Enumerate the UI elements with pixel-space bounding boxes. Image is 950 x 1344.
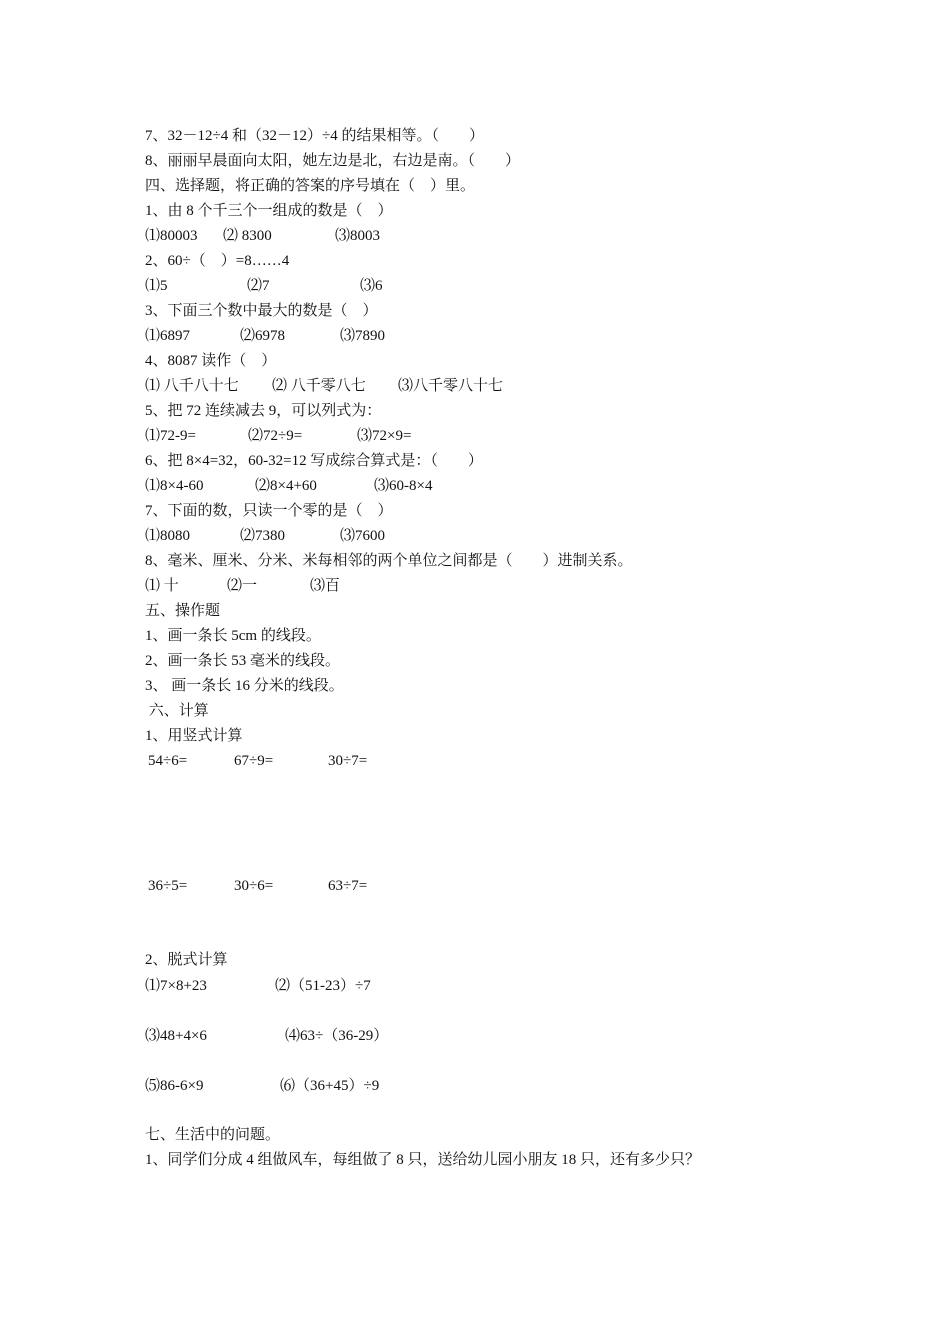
section-operation-heading: 五、操作题	[145, 603, 221, 619]
option: ⑶百	[310, 578, 341, 594]
operation-item: 2、画一条长 53 毫米的线段。	[145, 653, 341, 669]
operation-item: 3、 画一条长 16 分米的线段。	[145, 678, 344, 694]
operation-item: 1、画一条长 5cm 的线段。	[145, 628, 321, 644]
problem: ⑷63÷（36-29）	[285, 1028, 389, 1044]
section-choice-heading: 四、选择题，将正确的答案的序号填在（ ）里。	[145, 178, 476, 194]
option: ⑶八千零八十七	[398, 378, 504, 394]
choice-q4: 4、8087 读作（ ）	[145, 353, 277, 369]
problem: 67÷9=	[234, 753, 274, 769]
problem: 30÷6=	[234, 878, 274, 894]
problem: 63÷7=	[328, 878, 368, 894]
option: ⑶7890	[340, 328, 386, 344]
option: ⑵7380	[240, 528, 286, 544]
problem: ⑹（36+45）÷9	[280, 1078, 380, 1094]
option: ⑶6	[360, 278, 383, 294]
judgement-q8: 8、丽丽早晨面向太阳，她左边是北，右边是南。（ ）	[145, 153, 521, 169]
option: ⑶7600	[340, 528, 386, 544]
option: ⑴6897	[145, 328, 191, 344]
problem: ⑴7×8+23	[145, 978, 207, 994]
option: ⑶72×9=	[357, 428, 412, 444]
section-life-heading: 七、生活中的问题。	[145, 1127, 281, 1143]
option: ⑵ 八千零八七	[272, 378, 366, 394]
life-q1: 1、同学们分成 4 组做风车，每组做了 8 只，送给幼儿园小朋友 18 只，还有多少只？	[145, 1152, 701, 1168]
option: ⑴8×4-60	[145, 478, 204, 494]
vertical-calc-title: 1、用竖式计算	[145, 728, 243, 744]
option: ⑴ 八千八十七	[145, 378, 239, 394]
choice-q1: 1、由 8 个千三个一组成的数是（ ）	[145, 203, 393, 219]
problem: ⑵（51-23）÷7	[275, 978, 371, 994]
option: ⑶60-8×4	[374, 478, 433, 494]
option: ⑶8003	[335, 228, 381, 244]
judgement-q7: 7、32－12÷4 和（32－12）÷4 的结果相等。（ ）	[145, 128, 484, 144]
option: ⑵7	[247, 278, 270, 294]
choice-q7: 7、下面的数，只读一个零的是（ ）	[145, 503, 393, 519]
option: ⑵ 8300	[223, 228, 272, 244]
option: ⑴80003	[145, 228, 198, 244]
problem: ⑶48+4×6	[145, 1028, 207, 1044]
step-calc-title: 2、脱式计算	[145, 952, 228, 968]
option: ⑵72÷9=	[248, 428, 303, 444]
option: ⑴72-9=	[145, 428, 196, 444]
option: ⑴ 十	[145, 578, 179, 594]
option: ⑴5	[145, 278, 168, 294]
option: ⑵一	[227, 578, 258, 594]
choice-q3: 3、下面三个数中最大的数是（ ）	[145, 303, 378, 319]
option: ⑵6978	[240, 328, 286, 344]
choice-q8: 8、毫米、厘米、分米、米每相邻的两个单位之间都是（ ）进制关系。	[145, 553, 633, 569]
choice-q6: 6、把 8×4=32，60-32=12 写成综合算式是：（ ）	[145, 453, 483, 469]
choice-q5: 5、把 72 连续减去 9，可以列式为：	[145, 403, 382, 419]
option: ⑵8×4+60	[255, 478, 317, 494]
section-calc-heading: 六、计算	[145, 703, 209, 719]
problem: 36÷5=	[148, 878, 188, 894]
problem: 54÷6=	[148, 753, 188, 769]
option: ⑴8080	[145, 528, 191, 544]
problem: ⑸86-6×9	[145, 1078, 204, 1094]
choice-q2: 2、60÷（ ）=8……4	[145, 253, 290, 269]
problem: 30÷7=	[328, 753, 368, 769]
